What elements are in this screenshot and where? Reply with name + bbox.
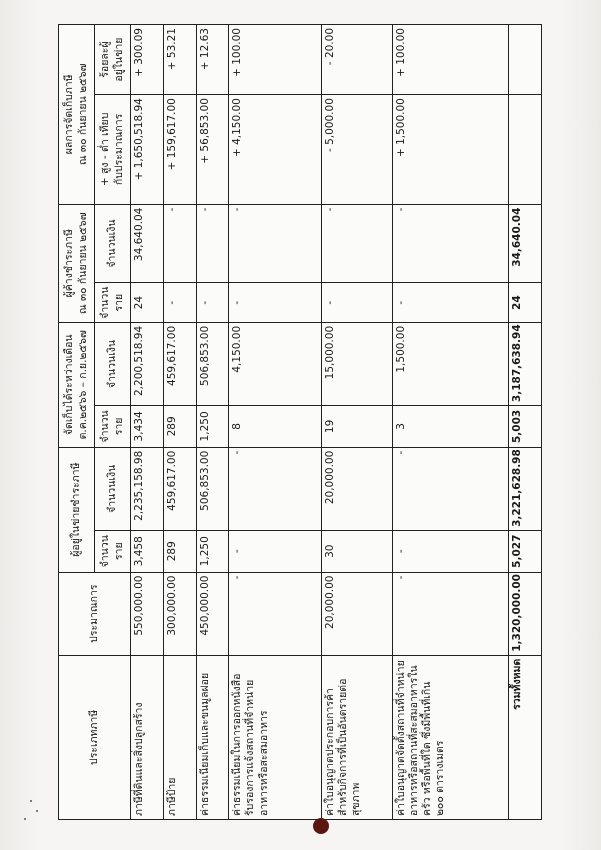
- row-estimate: 300,000.00: [163, 572, 196, 655]
- header-pct-line2: อยู่ในข่าย: [112, 37, 125, 82]
- row-collected-count: 3,434: [131, 406, 164, 448]
- row-payers-amount: 506,853.00: [196, 447, 229, 530]
- row-payers-count: 289: [163, 530, 196, 572]
- header-result-group: [59, 25, 95, 205]
- row-arrears-amount: -: [196, 204, 229, 283]
- row-payers-amount: -: [229, 447, 321, 530]
- row-diff: + 159,617.00: [163, 95, 196, 205]
- header-pct-line1: ร้อยละผู้: [99, 41, 112, 78]
- row-collected-count: 1,250: [196, 406, 229, 448]
- table-row: [163, 25, 196, 820]
- row-collected-amount: 2,200,518.94: [131, 322, 164, 405]
- row-payers-amount: 459,617.00: [163, 447, 196, 530]
- row-pct: + 12.63: [196, 25, 229, 95]
- row-payers-count: 3,458: [131, 530, 164, 572]
- row-payers-count: -: [393, 530, 509, 572]
- row-estimate: 550,000.00: [131, 572, 164, 655]
- total-arrears-amount: 34,640.04: [509, 204, 542, 283]
- row-estimate: 20,000.00: [321, 572, 392, 655]
- header-arrears-line1: ผู้ค้างชำระภาษี: [63, 229, 76, 298]
- header-taxpayers-group: ผู้อยู่ในข่ายชำระภาษี: [59, 447, 95, 572]
- row-diff: + 56,853.00: [196, 95, 229, 205]
- total-payers-amount: 3,221,628.98: [509, 447, 542, 530]
- header-count-word: จำนวน: [99, 286, 112, 319]
- header-collected-group: [59, 322, 95, 447]
- tax-collection-table: [58, 24, 542, 820]
- row-pct: - 20.00: [321, 25, 392, 95]
- header-diff: [95, 95, 131, 205]
- row-arrears-count: -: [229, 283, 321, 322]
- row-pct: + 53.21: [163, 25, 196, 95]
- total-diff: [509, 95, 542, 205]
- row-tax-name: ค่าใบอนุญาตจัดตั้งสถานที่จำหน่ายอาหารหรือสถานที่สะสมอาหารในครัว หรือพื้นที่ใด ซึ่งมีพื้นที่เกิน ๒๐๐ ตารางเมตร: [393, 655, 509, 819]
- header-count-word: จำนวน: [99, 535, 112, 568]
- row-tax-name: ค่าใบอนุญาตประกอบการค้าสำหรับกิจการที่เป็นอันตรายต่อสุขภาพ: [321, 655, 392, 819]
- row-arrears-count: -: [321, 283, 392, 322]
- row-collected-count: 19: [321, 406, 392, 448]
- total-row: [509, 25, 542, 820]
- row-tax-name: ค่าธรรมเนียมเก็บและขนมูลฝอย: [196, 655, 229, 819]
- table-row: [393, 25, 509, 820]
- header-estimate: ประมาณการ: [59, 572, 131, 655]
- header-collected-amount: จำนวนเงิน: [95, 322, 131, 405]
- header-diff-line2: กับประมาณการ: [112, 113, 125, 186]
- row-tax-name: ภาษีป้าย: [163, 655, 196, 819]
- header-pct: [95, 25, 131, 95]
- row-estimate: 450,000.00: [196, 572, 229, 655]
- row-collected-amount: 1,500.00: [393, 322, 509, 405]
- row-arrears-amount: -: [229, 204, 321, 283]
- header-arrears-group: [59, 204, 95, 322]
- total-arrears-count: 24: [509, 283, 542, 322]
- row-arrears-amount: -: [163, 204, 196, 283]
- row-payers-count: -: [229, 530, 321, 572]
- row-arrears-count: 24: [131, 283, 164, 322]
- header-tax-type: ประเภทภาษี: [59, 655, 131, 819]
- scan-speck: [30, 800, 32, 802]
- row-payers-count: 1,250: [196, 530, 229, 572]
- row-arrears-amount: -: [321, 204, 392, 283]
- table-row: [229, 25, 321, 820]
- table-row: [131, 25, 164, 820]
- row-collected-count: 289: [163, 406, 196, 448]
- row-arrears-amount: 34,640.04: [131, 204, 164, 283]
- total-collected-amount: 3,187,638.94: [509, 322, 542, 405]
- row-pct: + 100.00: [229, 25, 321, 95]
- row-collected-amount: 4,150.00: [229, 322, 321, 405]
- total-collected-count: 5,003: [509, 406, 542, 448]
- row-pct: + 100.00: [393, 25, 509, 95]
- header-collected-line2: ต.ค.๒๕๖๖ – ก.ย.๒๕๖๗: [76, 330, 89, 440]
- header-count-unit: ราย: [112, 417, 125, 436]
- row-diff: + 1,500.00: [393, 95, 509, 205]
- row-arrears-count: -: [163, 283, 196, 322]
- header-arrears-count: [95, 283, 131, 322]
- table-row: [196, 25, 229, 820]
- row-collected-amount: 506,853.00: [196, 322, 229, 405]
- hole-punch-mark: [313, 818, 329, 834]
- header-diff-line1: + สูง - ต่ำ เทียบ: [99, 112, 112, 187]
- scan-speck: [36, 810, 38, 812]
- header-result-line2: ณ ๓๐ กันยายน ๒๕๖๗: [76, 63, 89, 166]
- row-tax-name: ภาษีที่ดินและสิ่งปลูกสร้าง: [131, 655, 164, 819]
- row-arrears-count: -: [393, 283, 509, 322]
- total-label: รวมทั้งหมด: [509, 655, 542, 819]
- row-collected-count: 8: [229, 406, 321, 448]
- scan-speck: [24, 818, 26, 820]
- row-payers-count: 30: [321, 530, 392, 572]
- table-row: [321, 25, 392, 820]
- header-result-line1: ผลการจัดเก็บภาษี: [63, 74, 76, 155]
- total-payers-count: 5,027: [509, 530, 542, 572]
- row-diff: + 4,150.00: [229, 95, 321, 205]
- row-arrears-count: -: [196, 283, 229, 322]
- row-payers-amount: -: [393, 447, 509, 530]
- header-payers-amount: จำนวนเงิน: [95, 447, 131, 530]
- row-diff: - 5,000.00: [321, 95, 392, 205]
- row-estimate: -: [393, 572, 509, 655]
- header-count-unit: ราย: [112, 293, 125, 312]
- header-payers-count: [95, 530, 131, 572]
- row-collected-amount: 459,617.00: [163, 322, 196, 405]
- row-collected-amount: 15,000.00: [321, 322, 392, 405]
- total-pct: [509, 25, 542, 95]
- row-payers-amount: 2,235,158.98: [131, 447, 164, 530]
- row-pct: + 300.09: [131, 25, 164, 95]
- header-collected-count: [95, 406, 131, 448]
- tax-collection-table-rotated: [58, 24, 542, 820]
- row-estimate: -: [229, 572, 321, 655]
- row-tax-name: ค่าธรรมเนียมในการออกหนังสือรับรองการแจ้งสถานที่จำหน่ายอาหารหรือสะสมอาหาร: [229, 655, 321, 819]
- row-collected-count: 3: [393, 406, 509, 448]
- row-diff: + 1,650,518.94: [131, 95, 164, 205]
- total-estimate: 1,320,000.00: [509, 572, 542, 655]
- header-arrears-amount: จำนวนเงิน: [95, 204, 131, 283]
- header-arrears-line2: ณ ๓๐ กันยายน ๒๕๖๗: [76, 212, 89, 315]
- header-count-word: จำนวน: [99, 410, 112, 443]
- row-arrears-amount: -: [393, 204, 509, 283]
- row-payers-amount: 20,000.00: [321, 447, 392, 530]
- header-count-unit: ราย: [112, 542, 125, 561]
- header-collected-line1: จัดเก็บได้ระหว่างเดือน: [63, 334, 76, 436]
